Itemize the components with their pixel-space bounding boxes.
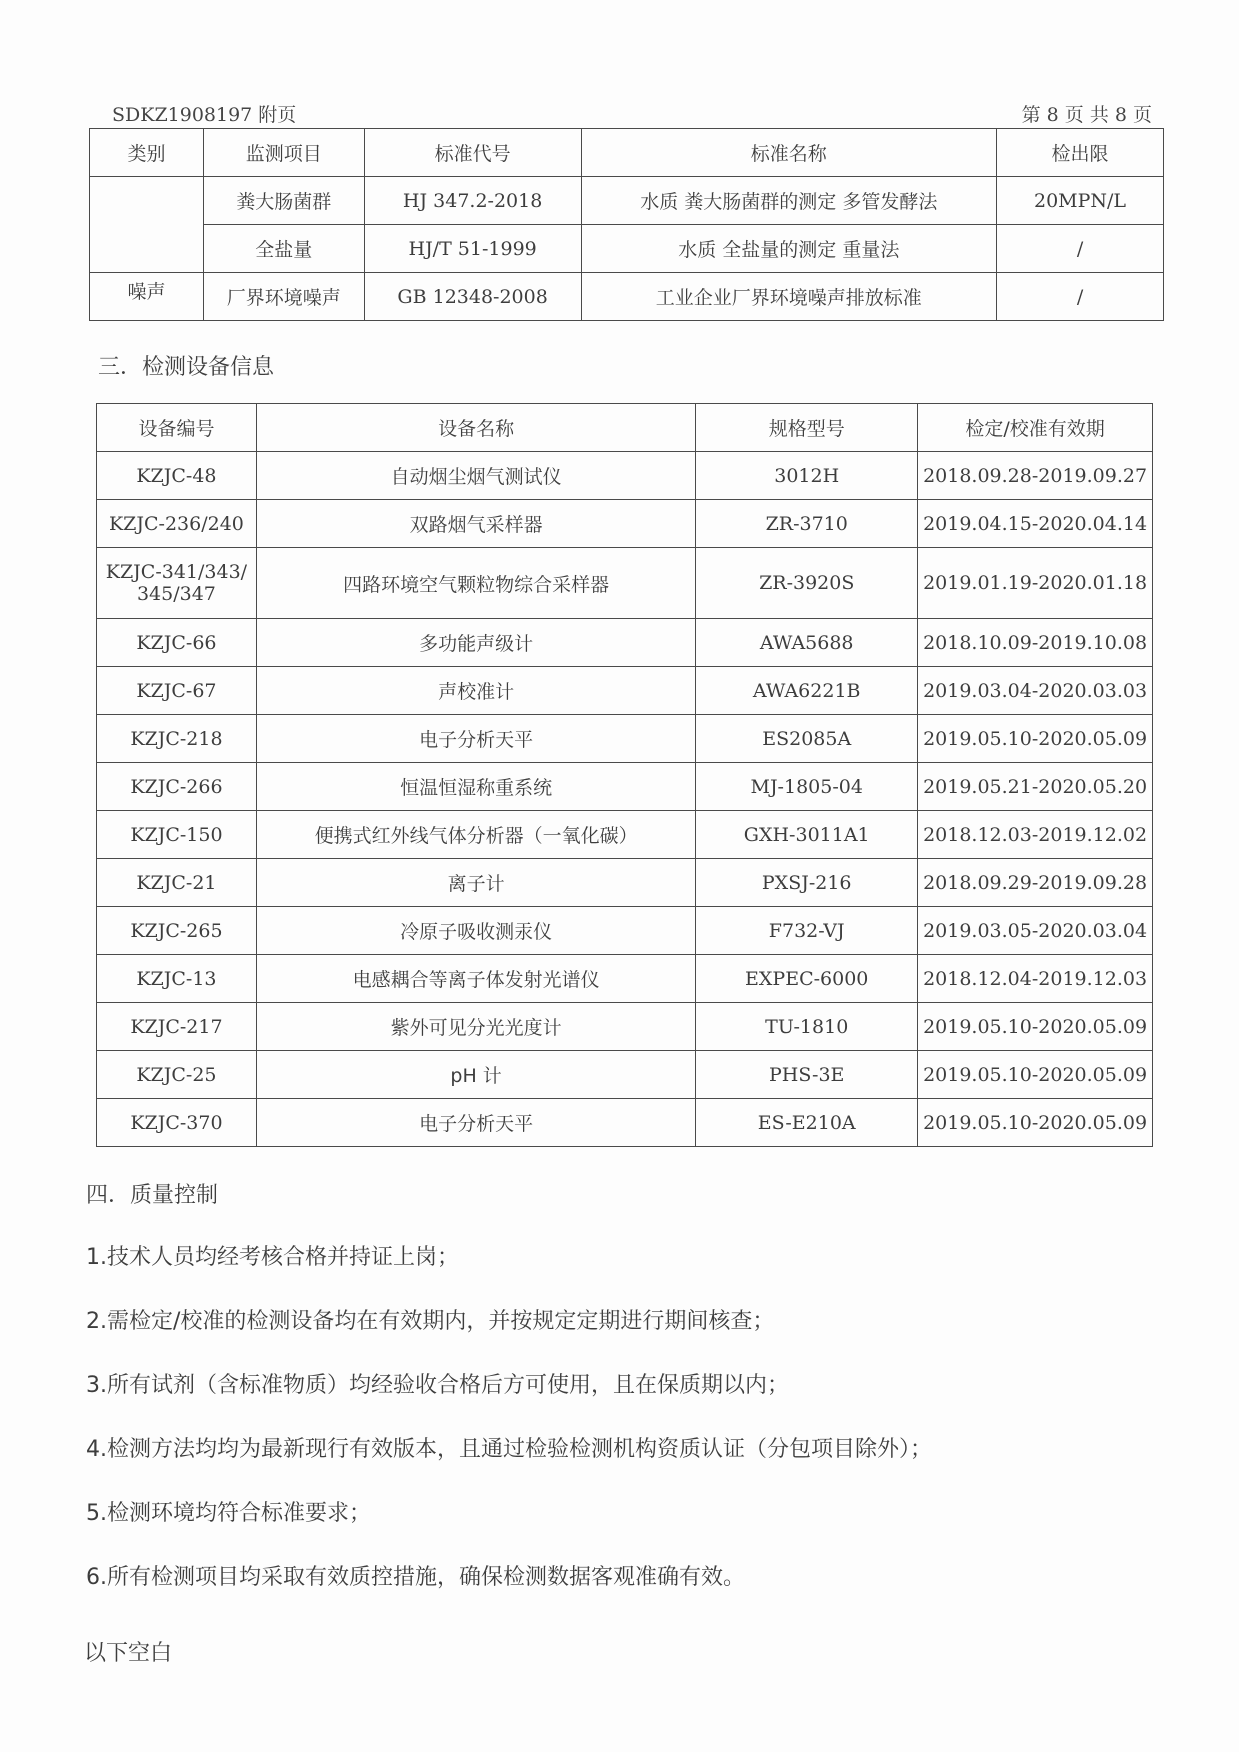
list-item: 1.技术人员均经考核合格并持证上岗； — [86, 1245, 459, 1270]
equipment-model: GXH-3011A1 — [696, 811, 918, 859]
equipment-id: KZJC-266 — [97, 763, 257, 811]
equipment-id: KZJC-217 — [97, 1003, 257, 1051]
table-row — [97, 715, 1153, 763]
equipment-validity: 2019.04.15-2020.04.14 — [918, 500, 1153, 548]
list-item: 3.所有试剂（含标准物质）均经验收合格后方可使用，且在保质期以内； — [86, 1373, 789, 1398]
page-number: 第 8 页 共 8 页 — [1021, 104, 1152, 126]
equipment-validity: 2019.05.10-2020.05.09 — [918, 1099, 1153, 1147]
equipment-id: KZJC-66 — [97, 619, 257, 667]
table-row — [97, 811, 1153, 859]
methods-table-header — [90, 129, 1164, 177]
methods-cell-code: GB 12348-2008 — [364, 273, 581, 321]
equipment-id: KZJC-150 — [97, 811, 257, 859]
equipment-name: 电子分析天平 — [256, 1099, 695, 1147]
equipment-name: 离子计 — [256, 859, 695, 907]
table-row — [97, 907, 1153, 955]
equipment-model: AWA6221B — [696, 667, 918, 715]
equipment-model: ES-E210A — [696, 1099, 918, 1147]
methods-cell-name: 水质 全盐量的测定 重量法 — [581, 225, 997, 273]
equipment-validity: 2018.10.09-2019.10.08 — [918, 619, 1153, 667]
methods-cell-item: 粪大肠菌群 — [203, 177, 364, 225]
methods-cell-category — [90, 177, 204, 273]
equipment-model: F732-VJ — [696, 907, 918, 955]
equipment-table-header — [97, 404, 1153, 452]
equipment-name: 冷原子吸收测汞仪 — [256, 907, 695, 955]
equipment-model: TU-1810 — [696, 1003, 918, 1051]
methods-cell-item: 全盐量 — [203, 225, 364, 273]
equipment-model: PHS-3E — [696, 1051, 918, 1099]
equipment-id: KZJC-265 — [97, 907, 257, 955]
equipment-validity: 2019.05.10-2020.05.09 — [918, 715, 1153, 763]
document-id: SDKZ1908197 附页 — [112, 104, 297, 126]
equipment-validity: 2019.01.19-2020.01.18 — [918, 548, 1153, 619]
methods-cell-item: 厂界环境噪声 — [203, 273, 364, 321]
list-item: 6.所有检测项目均采取有效质控措施，确保检测数据客观准确有效。 — [86, 1565, 745, 1590]
equipment-id: KZJC-13 — [97, 955, 257, 1003]
equipment-model: ZR-3710 — [696, 500, 918, 548]
equipment-name: 双路烟气采样器 — [256, 500, 695, 548]
methods-cell-code: HJ/T 51-1999 — [364, 225, 581, 273]
list-item: 4.检测方法均均为最新现行有效版本，且通过检验检测机构资质认证（分包项目除外）； — [86, 1437, 932, 1462]
methods-cell-limit: 20MPN/L — [997, 177, 1164, 225]
equipment-name: 电子分析天平 — [256, 715, 695, 763]
table-row — [97, 859, 1153, 907]
equipment-id: KZJC-25 — [97, 1051, 257, 1099]
section-title-equipment: 三．检测设备信息 — [98, 355, 275, 380]
equipment-name: 便携式红外线气体分析器（一氧化碳） — [256, 811, 695, 859]
table-row — [90, 273, 1164, 321]
methods-header-name: 标准名称 — [581, 129, 997, 177]
equipment-id: KZJC-21 — [97, 859, 257, 907]
equipment-validity: 2019.03.05-2020.03.04 — [918, 907, 1153, 955]
equipment-name: 四路环境空气颗粒物综合采样器 — [256, 548, 695, 619]
methods-cell-name: 工业企业厂界环境噪声排放标准 — [581, 273, 997, 321]
table-row — [97, 667, 1153, 715]
equipment-model: ES2085A — [696, 715, 918, 763]
methods-cell-name: 水质 粪大肠菌群的测定 多管发酵法 — [581, 177, 997, 225]
equipment-name: 自动烟尘烟气测试仪 — [256, 452, 695, 500]
table-row — [90, 177, 1164, 225]
table-row — [97, 452, 1153, 500]
equipment-name: 紫外可见分光光度计 — [256, 1003, 695, 1051]
equipment-name: 声校准计 — [256, 667, 695, 715]
equipment-validity: 2018.09.29-2019.09.28 — [918, 859, 1153, 907]
equipment-id: KZJC-67 — [97, 667, 257, 715]
table-row — [90, 225, 1164, 273]
section-title-quality-control: 四．质量控制 — [86, 1183, 219, 1208]
equipment-name: pH 计 — [256, 1051, 695, 1099]
equipment-name: 恒温恒湿称重系统 — [256, 763, 695, 811]
methods-table — [89, 128, 1164, 321]
methods-header-item: 监测项目 — [203, 129, 364, 177]
table-row — [97, 500, 1153, 548]
table-row — [97, 1051, 1153, 1099]
page-header — [112, 100, 1152, 127]
table-row — [97, 763, 1153, 811]
table-row — [97, 548, 1153, 619]
equipment-header-id: 设备编号 — [97, 404, 257, 452]
methods-cell-limit: / — [997, 273, 1164, 321]
equipment-model: ZR-3920S — [696, 548, 918, 619]
quality-control-list — [86, 1240, 1166, 1624]
equipment-validity: 2019.05.21-2020.05.20 — [918, 763, 1153, 811]
equipment-id: KZJC-48 — [97, 452, 257, 500]
equipment-table — [96, 403, 1153, 1147]
end-note: 以下空白 — [84, 1641, 173, 1666]
equipment-validity: 2019.05.10-2020.05.09 — [918, 1051, 1153, 1099]
table-row — [97, 1099, 1153, 1147]
equipment-model: PXSJ-216 — [696, 859, 918, 907]
equipment-id: KZJC-236/240 — [97, 500, 257, 548]
equipment-model: 3012H — [696, 452, 918, 500]
table-row — [97, 955, 1153, 1003]
equipment-id-line-2: 345/347 — [136, 583, 216, 605]
table-row — [97, 1003, 1153, 1051]
list-item: 5.检测环境均符合标准要求； — [86, 1501, 371, 1526]
table-row — [97, 619, 1153, 667]
equipment-id-line-1: KZJC-341/343/ — [105, 561, 248, 583]
equipment-name: 电感耦合等离子体发射光谱仪 — [256, 955, 695, 1003]
equipment-header-validity: 检定/校准有效期 — [918, 404, 1153, 452]
equipment-validity: 2019.03.04-2020.03.03 — [918, 667, 1153, 715]
methods-header-code: 标准代号 — [364, 129, 581, 177]
equipment-validity: 2018.09.28-2019.09.27 — [918, 452, 1153, 500]
methods-cell-code: HJ 347.2-2018 — [364, 177, 581, 225]
equipment-id: KZJC-218 — [97, 715, 257, 763]
equipment-model: MJ-1805-04 — [696, 763, 918, 811]
equipment-validity: 2018.12.04-2019.12.03 — [918, 955, 1153, 1003]
methods-cell-limit: / — [997, 225, 1164, 273]
equipment-model: AWA5688 — [696, 619, 918, 667]
equipment-id — [97, 548, 257, 619]
equipment-header-name: 设备名称 — [256, 404, 695, 452]
equipment-header-model: 规格型号 — [696, 404, 918, 452]
equipment-validity: 2019.05.10-2020.05.09 — [918, 1003, 1153, 1051]
methods-cell-category: 噪声 — [90, 273, 204, 321]
list-item: 2.需检定/校准的检测设备均在有效期内，并按规定定期进行期间核查； — [86, 1309, 775, 1334]
methods-header-category: 类别 — [90, 129, 204, 177]
equipment-name: 多功能声级计 — [256, 619, 695, 667]
methods-header-limit: 检出限 — [997, 129, 1164, 177]
equipment-model: EXPEC-6000 — [696, 955, 918, 1003]
equipment-id: KZJC-370 — [97, 1099, 257, 1147]
equipment-validity: 2018.12.03-2019.12.02 — [918, 811, 1153, 859]
